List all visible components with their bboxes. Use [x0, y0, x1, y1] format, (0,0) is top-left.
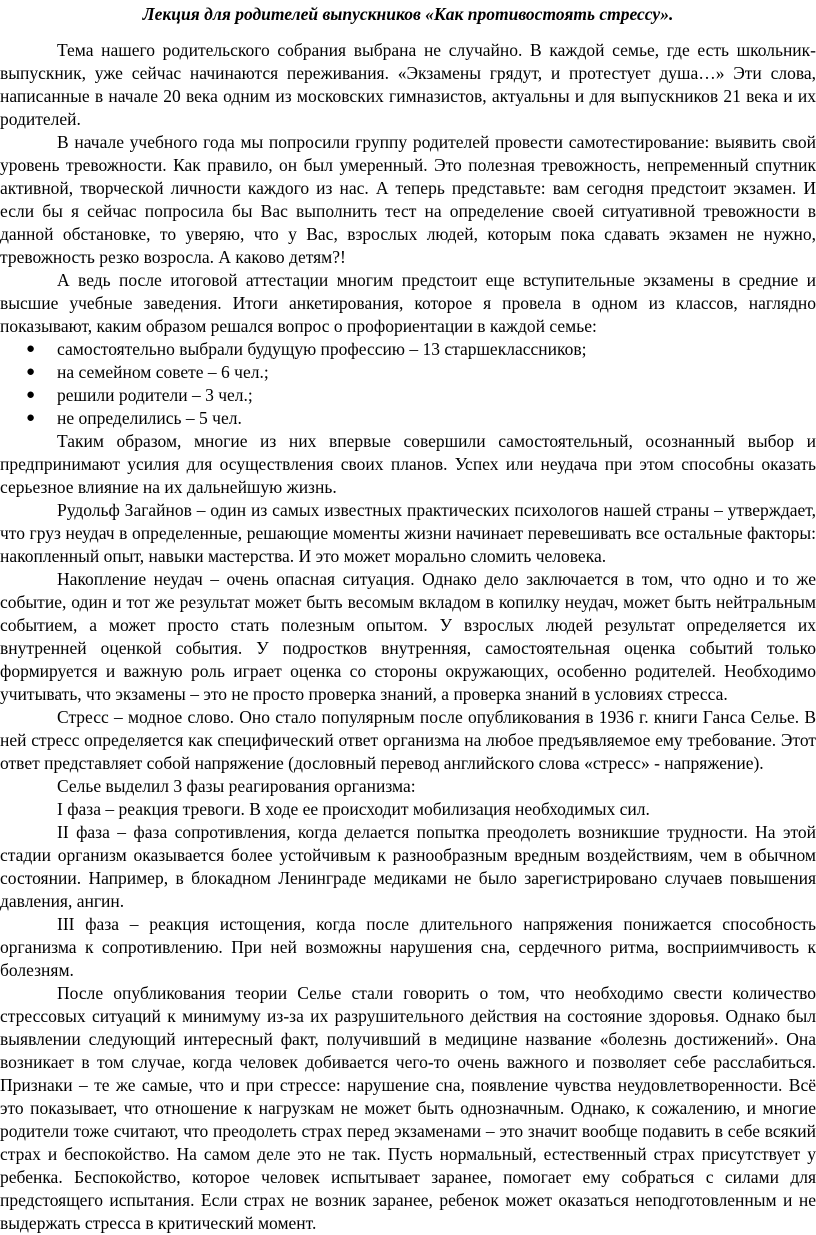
list-item-text: на семейном совете – 6 чел.; — [57, 362, 269, 382]
list-item-text: решили родители – 3 чел.; — [57, 385, 253, 405]
paragraph-phase-1: I фаза – реакция тревоги. В ходе ее происходит мобилизация необходимых сил. — [57, 799, 650, 819]
paragraph-intro: Тема нашего родительского собрания выбрана не случайно. В каждой семье, где есть школьник-выпускник, уже сейчас начинаются переживания. «Экзамены грядут, и протестует душа…» Эти слова, написанные в начале 20 века одним из московских гимназистов, актуальны и для выпускников 21 века и их родителей. — [0, 40, 816, 129]
bullet-icon: ● — [26, 364, 36, 380]
paragraph-failures: Накопление неудач – очень опасная ситуация. Однако дело заключается в том, что одно и то же событие, один и тот же результат может быть весомым вкладом в копилку неудач, может быть нейтральным событием, а может просто стать полезным опытом. У взрослых людей результат определяется их внутренней оценкой события. У подростков внутренняя, самостоятельная оценка событий только формируется и важную роль играет оценка со стороны окружающих, особенно родителей. Необходимо учитывать, что экзамены – это не просто проверка знаний, а проверка знаний в условиях стресса. — [0, 569, 816, 704]
document-body — [0, 39, 816, 1235]
bullet-icon: ● — [26, 341, 36, 357]
bullet-icon: ● — [26, 387, 36, 403]
list-item-text: не определились – 5 чел. — [57, 408, 242, 428]
list-item — [0, 384, 816, 407]
list-item — [0, 407, 816, 430]
list-item — [0, 361, 816, 384]
paragraph-phase-3: III фаза – реакция истощения, когда после длительного напряжения понижается способность организма к сопротивлению. При ней возможны нарушения сна, сердечного ритма, восприимчивость к болезням. — [0, 914, 816, 980]
paragraph-phase-2: II фаза – фаза сопротивления, когда делается попытка преодолеть возникшие трудности. На этой стадии организм оказывается более устойчивым к разнообразным вредным воздействиям, чем в обычном состоянии. Например, в блокадном Ленинграде медиками не было зарегистрировано случаев повышения давления, ангин. — [0, 822, 816, 911]
paragraph-choice: Таким образом, многие из них впервые совершили самостоятельный, осознанный выбор и предпринимают усилия для осуществления своих планов. Успех или неудача при этом способны оказать серьезное влияние на их дальнейшую жизнь. — [0, 431, 816, 497]
bullet-icon: ● — [26, 410, 36, 426]
document-title: Лекция для родителей выпускников «Как противостоять стрессу». — [142, 4, 674, 24]
list-item — [0, 338, 816, 361]
paragraph-achievement-disease: После опубликования теории Селье стали говорить о том, что необходимо свести количество стрессовых ситуаций к минимуму из-за их разрушительного действия на состояние здоровья. Однако был выявлении следующий интересный факт, получивший в медицине название «болезнь достижений». Она возникает в том случае, когда человек добивается чего-то очень важного и позволяет себе расслабиться. Признаки – те же самые, что и при стрессе: нарушение сна, появление чувства неудовлетворенности. Всё это показывает, что отношение к нагрузкам не может быть однозначным. Однако, к сожалению, и многие родители тоже считают, что преодолеть страх перед экзаменами – это значит вообще подавить в себе всякий страх и беспокойство. На самом деле это не так. Пусть нормальный, естественный страх присутствует у ребенка. Беспокойство, которое человек испытывает заранее, помогает ему собраться с силами для предстоящего испытания. Если страх не возник заранее, ребенок может оказаться неподготовленным и не выдержать стресса в критический момент. — [0, 983, 816, 1233]
paragraph-phases-intro: Селье выделил 3 фазы реагирования организма: — [57, 776, 416, 796]
paragraph-survey: А ведь после итоговой аттестации многим предстоит еще вступительные экзамены в средние и высшие учебные заведения. Итоги анкетирования, которое я провела в одном из классов, наглядно показывают, каким образом решался вопрос о профориентации в каждой семье: — [0, 270, 816, 336]
paragraph-zagainov: Рудольф Загайнов – один из самых известных практических психологов нашей страны – утверждает, что груз неудач в определенные, решающие моменты жизни начинает перевешивать все остальные факторы: накопленный опыт, навыки мастерства. И это может морально сломить человека. — [0, 500, 816, 566]
paragraph-anxiety-test: В начале учебного года мы попросили группу родителей провести самотестирование: выявить свой уровень тревожности. Как правило, он был умеренный. Это полезная тревожность, непременный спутник активной, творческой личности каждого из нас. А теперь представьте: вам сегодня предстоит экзамен. И если бы я сейчас попросила бы Вас выполнить тест на определение своей ситуативной тревожности в данной обстановке, то уверяю, что у Вас, взрослых людей, которым пока сдавать экзамен не нужно, тревожность резко возросла. А каково детям?! — [0, 132, 816, 267]
list-item-text: самостоятельно выбрали будущую профессию – 13 старшеклассников; — [57, 339, 587, 359]
paragraph-stress-definition: Стресс – модное слово. Оно стало популярным после опубликования в 1936 г. книги Ганса Селье. В ней стресс определяется как специфический ответ организма на любое предъявляемое ему требование. Этот ответ представляет собой напряжение (дословный перевод английского слова «стресс» - напряжение). — [0, 707, 816, 773]
survey-results-list — [0, 338, 816, 430]
